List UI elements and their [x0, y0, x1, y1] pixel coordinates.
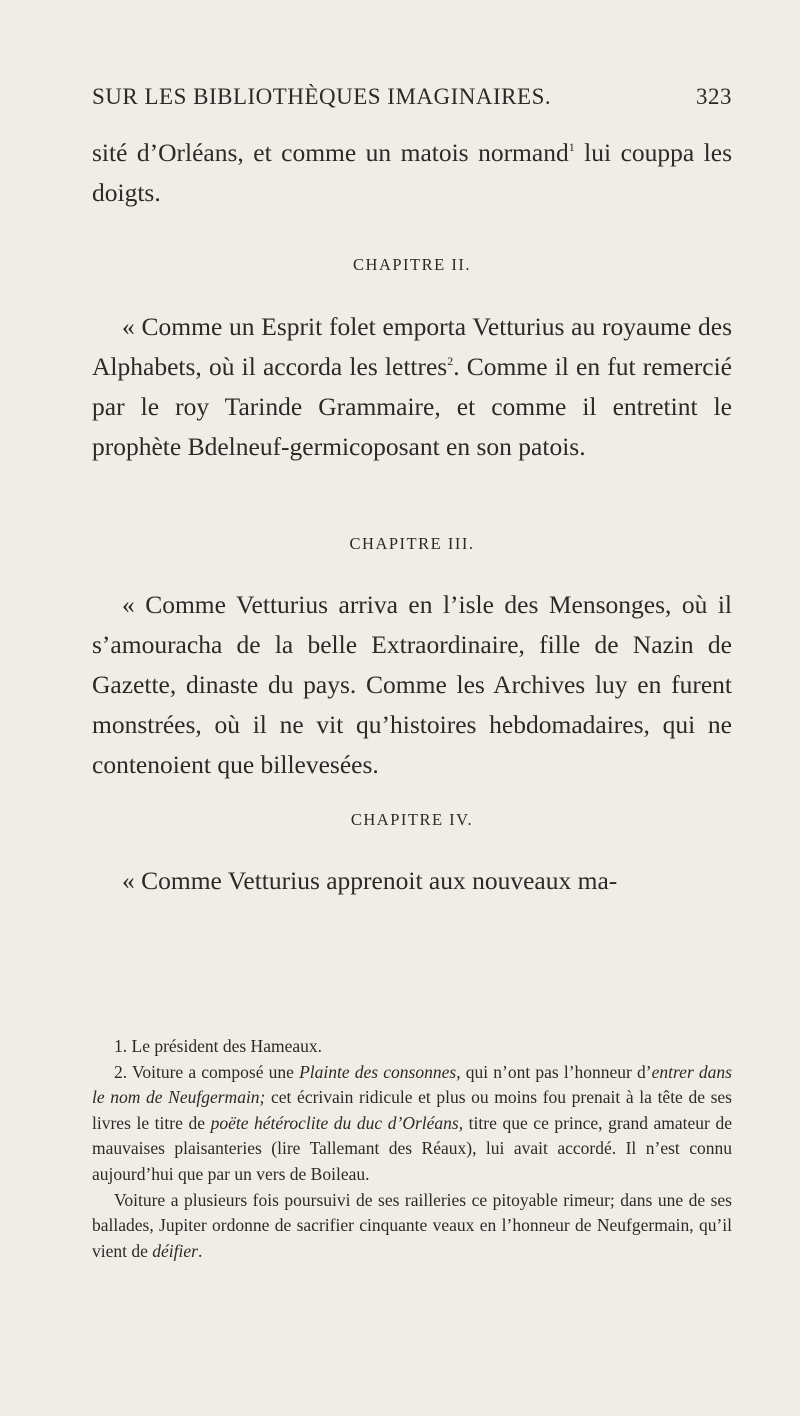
paragraph-text: « Comme un Esprit folet emporta Vetturius au royaume des Alphabets, où il accorda les lettres	[92, 312, 732, 381]
footnote-italic: déifier	[152, 1240, 198, 1261]
chapter-iii-paragraph	[92, 585, 732, 785]
paragraph-text: « Comme Vetturius apprenoit aux nouveaux ma-	[122, 866, 618, 895]
paragraph-text: « Comme Vetturius arriva en l’isle des Mensonges, où il s’amouracha de la belle Extraordinaire, fille de Nazin de Gazette, dinaste du pays. Comme les Archives luy en furent monstrées, où il ne vit qu’histoires hebdomadaires, qui ne contenoient que billevesées.	[92, 590, 732, 779]
chapter-ii-paragraph	[92, 307, 732, 467]
footnote-italic: entrer dans le nom de Neufgermain;	[92, 1061, 732, 1108]
footnote-italic: poëte hétéroclite du duc d’Orléans,	[210, 1112, 464, 1133]
footnote-text: titre que ce prince, grand amateur de mauvaises plaisanteries (lire Tallemant des Réaux), lui avait accordé. Il n’est connu aujourd’hui que par un vers de Boileau.	[92, 1112, 732, 1184]
footnote-text: cet écrivain ridicule et plus ou moins fou prenait à la tête de ses livres le titre de	[92, 1087, 732, 1133]
footnote-text: Voiture a plusieurs fois poursuivi de ses railleries ce pitoyable rimeur; dans une de ses ballades, Jupiter ordonne de sacrifier cinquante veaux en l’honneur de Neufgermain, qu’il vient de	[92, 1189, 732, 1261]
opening-paragraph	[92, 133, 732, 213]
running-title: SUR LES BIBLIOTHÈQUES IMAGINAIRES.	[92, 84, 552, 109]
footnote-2-continued	[92, 1188, 732, 1265]
footnote-1	[92, 1034, 732, 1060]
footnote-number: 2.	[114, 1061, 128, 1082]
footnotes	[92, 1034, 732, 1264]
footnote-italic: Plainte des consonnes	[299, 1061, 457, 1082]
paragraph-text: . Comme il en fut remercié par le roy Tarinde Grammaire, et comme il entretint le prophète Bdelneuf-germicoposant en son patois.	[92, 352, 732, 461]
footnote-2	[92, 1060, 732, 1188]
chapter-heading-iii: CHAPITRE III.	[349, 534, 475, 553]
footnote-text: Le président des Hameaux.	[127, 1036, 322, 1056]
footnote-number: 1.	[114, 1036, 128, 1056]
paragraph-text: lui couppa les doigts.	[92, 138, 732, 207]
footnote-ref: 1	[568, 140, 575, 154]
chapter-heading-ii: CHAPITRE II.	[353, 255, 471, 274]
paragraph-text: sité d’Orléans, et comme un matois normand	[92, 138, 569, 167]
footnote-text: , qui n’ont pas l’honneur d’	[456, 1061, 652, 1082]
chapter-heading-iv: CHAPITRE IV.	[350, 810, 474, 829]
footnote-ref: 2	[447, 354, 454, 368]
chapter-iv-paragraph	[92, 861, 732, 901]
page-number: 323	[696, 84, 732, 109]
footnote-text: Voiture a composé une	[127, 1061, 300, 1082]
footnote-text: .	[197, 1240, 203, 1261]
